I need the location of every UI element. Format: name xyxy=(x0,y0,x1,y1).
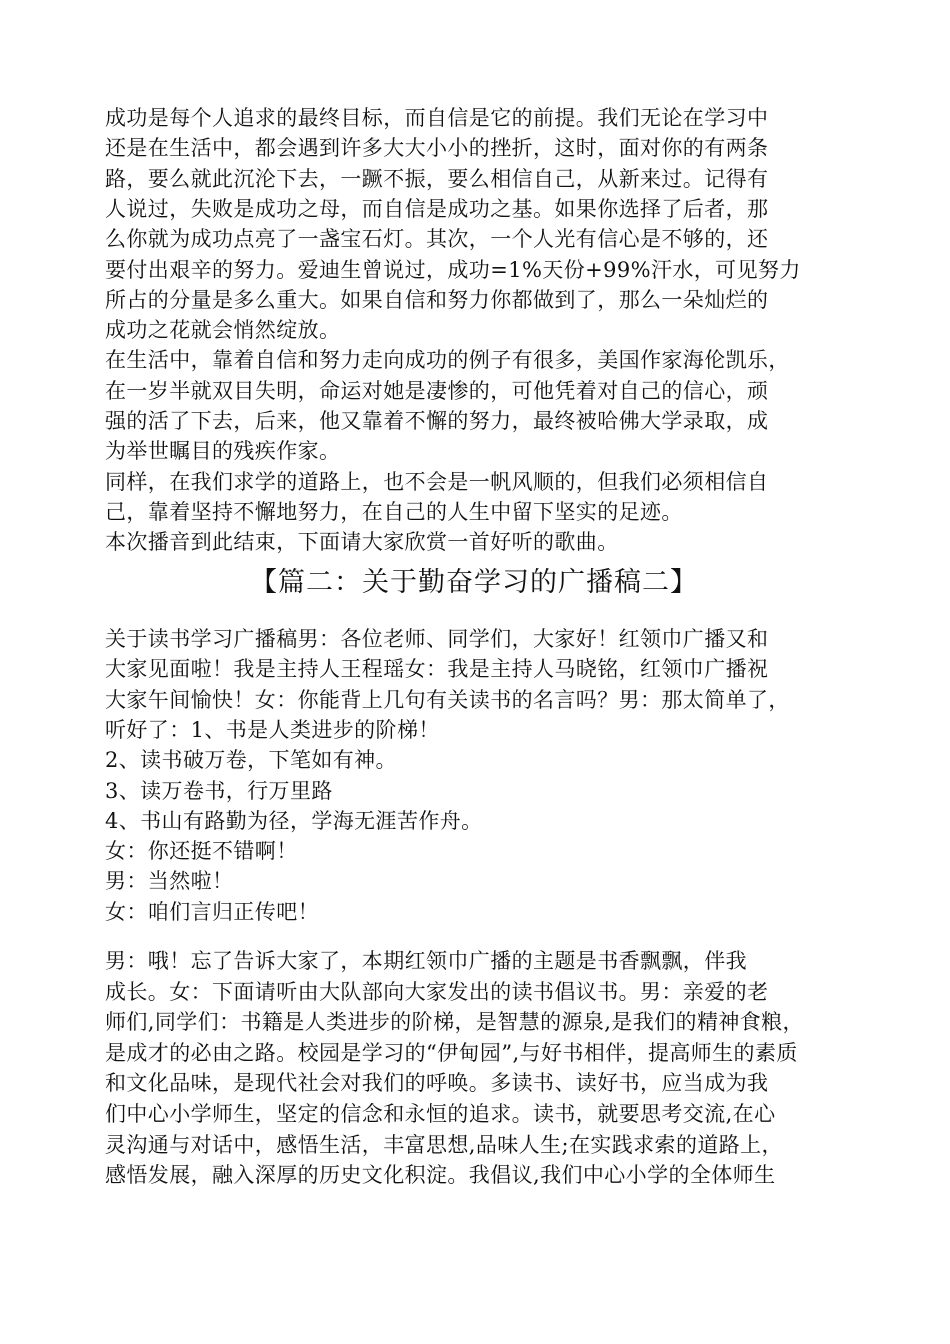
text-line: 在一岁半就双目失明，命运对她是凄惨的，可他凭着对自己的信心，顽 xyxy=(105,378,769,403)
section-heading: 【篇二：关于勤奋学习的广播稿二】 xyxy=(250,567,698,598)
text-line: 和文化品味，是现代社会对我们的呼唤。多读书、读好书，应当成为我 xyxy=(105,1071,769,1096)
text-line: 听好了：1、书是人类进步的阶梯！ xyxy=(105,717,440,742)
text-line: 师们,同学们：书籍是人类进步的阶梯，是智慧的源泉,是我们的精神食粮， xyxy=(105,1010,804,1035)
text-line: 么你就为成功点亮了一盏宝石灯。其次，一个人光有信心是不够的，还 xyxy=(105,227,769,252)
text-line: 感悟发展，融入深厚的历史文化积淀。我倡议,我们中心小学的全体师生 xyxy=(105,1163,776,1188)
text-line: 女：咱们言归正传吧！ xyxy=(105,899,319,924)
text-line: 路，要么就此沉沦下去，一蹶不振，要么相信自己，从新来过。记得有 xyxy=(105,166,769,191)
text-line: 本次播音到此结束，下面请大家欣赏一首好听的歌曲。 xyxy=(105,530,619,555)
text-line: 女：你还挺不错啊！ xyxy=(105,839,298,864)
text-line: 灵沟通与对话中，感悟生活，丰富思想,品味人生;在实践求索的道路上， xyxy=(105,1132,783,1157)
text-line: 男：哦！忘了告诉大家了，本期红领巾广播的主题是书香飘飘，伴我 xyxy=(105,949,747,973)
text-line: 男：当然啦！ xyxy=(105,869,234,894)
text-line: 3、读万卷书，行万里路 xyxy=(105,778,333,803)
text-line: 在生活中，靠着自信和努力走向成功的例子有很多，美国作家海伦凯乐， xyxy=(105,348,790,373)
text-line: 是成才的必由之路。校园是学习的“伊甸园”,与好书相伴，提高师生的素质 xyxy=(105,1040,798,1065)
text-line: 大家午间愉快！女：你能背上几句有关读书的名言吗？男：那太简单了， xyxy=(105,687,790,712)
text-line: 成功之花就会悄然绽放。 xyxy=(105,318,341,343)
text-line: 己，靠着坚持不懈地努力，在自己的人生中留下坚实的足迹。 xyxy=(105,499,683,524)
text-line: 2、读书破万卷，下笔如有神。 xyxy=(105,748,397,773)
text-line: 成功是每个人追求的最终目标，而自信是它的前提。我们无论在学习中 xyxy=(105,106,769,130)
text-line: 大家见面啦！我是主持人王程瑶女：我是主持人马晓铭，红领巾广播祝 xyxy=(105,657,769,682)
text-line: 同样，在我们求学的道路上，也不会是一帆风顺的，但我们必须相信自 xyxy=(105,469,769,494)
text-line: 人说过，失败是成功之母，而自信是成功之基。如果你选择了后者，那 xyxy=(105,196,769,221)
text-line: 成长。女：下面请听由大队部向大家发出的读书倡议书。男：亲爱的老 xyxy=(105,979,769,1004)
text-line: 们中心小学师生，坚定的信念和永恒的追求。读书，就要思考交流,在心 xyxy=(105,1102,776,1126)
text-line: 所占的分量是多么重大。如果自信和努力你都做到了，那么一朵灿烂的 xyxy=(105,287,769,312)
text-line: 4、书山有路勤为径，学海无涯苦作舟。 xyxy=(105,808,483,833)
text-line: 为举世瞩目的残疾作家。 xyxy=(105,439,341,464)
text-line: 要付出艰辛的努力。爱迪生曾说过，成功=1%天份+99%汗水，可见努力 xyxy=(105,257,801,282)
text-line: 强的活了下去，后来，他又靠着不懈的努力，最终被哈佛大学录取，成 xyxy=(105,409,769,433)
text-line: 关于读书学习广播稿男：各位老师、同学们，大家好！红领巾广播又和 xyxy=(105,627,769,651)
text-line: 还是在生活中，都会遇到许多大大小小的挫折，这时，面对你的有两条 xyxy=(105,136,769,161)
